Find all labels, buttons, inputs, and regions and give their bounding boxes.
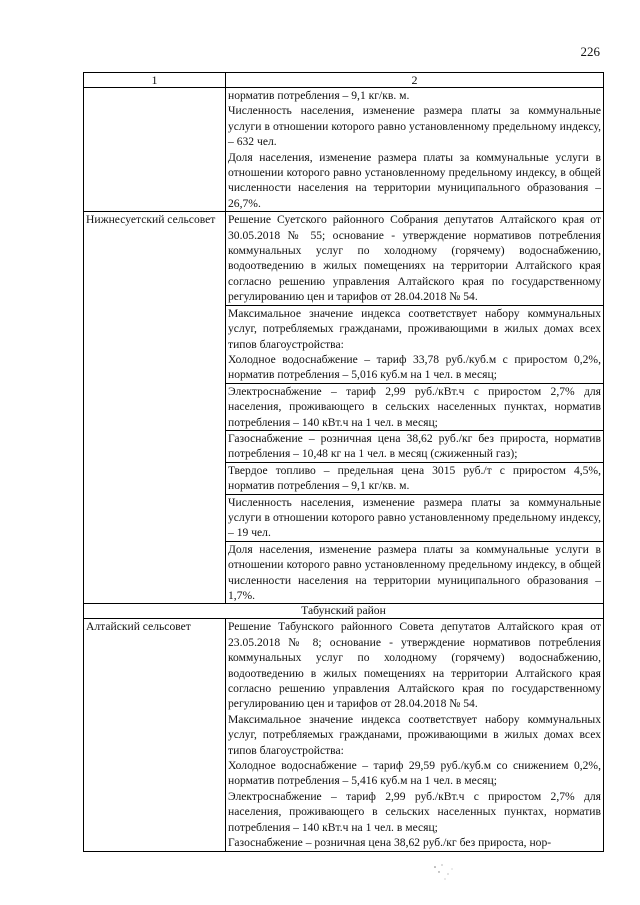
document-table xyxy=(83,72,604,852)
area-name: Алтайский сельсовет xyxy=(84,619,226,851)
paragraph: Электроснабжение – тариф 2,99 руб./кВт.ч с приростом 2,7% для населения, проживающего в сельских населенных пунктах, норматив потребления – 140 кВт.ч на 1 чел. в месяц; xyxy=(228,789,601,834)
paragraph: норматив потребления – 9,1 кг/кв. м. xyxy=(228,89,410,102)
paragraph: Решение Табунского районного Совета депутатов Алтайского края от 23.05.2018 № 8; основание - утверждение нормативов потребления коммунальных услуг по холодному (горячему) водоснабжению, водоотведению в жилых помещениях на территории Алтайского края согласно решению управления Алтайского края по государственному регулированию цен и тарифов от 28.04.2018 № 54. xyxy=(228,620,601,711)
area-info xyxy=(226,212,604,604)
paragraph: Максимальное значение индекса соответствует набору коммунальных услуг, потребляемых гражданами, проживающими в жилых домах всех типов благоустройства: xyxy=(228,712,601,757)
paragraph: Холодное водоснабжение – тариф 29,59 руб./куб.м со снижением 0,2%, норматив потребления – 5,416 куб.м на 1 чел. в месяц; xyxy=(228,759,601,788)
area-name: Нижнесуетский сельсовет xyxy=(84,212,226,604)
page-number: 226 xyxy=(580,44,600,59)
table-row xyxy=(84,88,604,212)
paragraph: Решение Суетского районного Собрания депутатов Алтайского края от 30.05.2018 № 55; основание - утверждение нормативов потребления коммунальных услуг по холодному (горячему) водоснабжению, водоотведению в жилых помещениях на территории Алтайского края согласно решению управления Алтайского края по государственному регулированию цен и тарифов от 28.04.2018 № 54. xyxy=(226,212,603,305)
paragraph: Максимальное значение индекса соответствует набору коммунальных услуг, потребляемых гражданами, проживающими в жилых домах всех типов благоустройства: xyxy=(228,306,601,351)
area-name xyxy=(84,88,226,212)
paragraph: Твердое топливо – предельная цена 3015 руб./т с приростом 4,5%, норматив потребления – 9,1 кг/кв. м. xyxy=(226,463,603,495)
district-row xyxy=(84,604,604,619)
paragraph: Численность населения, изменение размера платы за коммунальные услуги в отношении которого равно установленному предельному индексу, – 19 чел. xyxy=(226,495,603,542)
table-row xyxy=(84,619,604,851)
header-col1: 1 xyxy=(84,73,226,88)
paragraph: Численность населения, изменение размера платы за коммунальные услуги в отношении которого равно установленному предельному индексу, – 632 чел. xyxy=(228,104,601,149)
area-info xyxy=(226,88,604,212)
header-row xyxy=(84,73,604,88)
paragraph: Доля населения, изменение размера платы за коммунальные услуги в отношении которого равно установленному предельному индексу, в общей численности населения на территории муниципального образования – 26,7%. xyxy=(228,150,601,210)
district-heading: Табунский район xyxy=(84,604,604,619)
table-row xyxy=(84,212,604,604)
scan-smudge xyxy=(430,862,460,882)
paragraph: Газоснабжение – розничная цена 38,62 руб./кг без прироста, норматив потребления – 10,48 кг на 1 чел. в месяц (сжиженный газ); xyxy=(226,431,603,463)
header-col2: 2 xyxy=(226,73,604,88)
paragraph: Электроснабжение – тариф 2,99 руб./кВт.ч с приростом 2,7% для населения, проживающего в сельских населенных пунктах, норматив потребления – 140 кВт.ч на 1 чел. в месяц; xyxy=(226,384,603,431)
area-info xyxy=(226,619,604,851)
paragraph: Доля населения, изменение размера платы за коммунальные услуги в отношении которого равно установленному предельному индексу, в общей численности населения на территории муниципального образования – 1,7%. xyxy=(228,542,601,602)
paragraph: Газоснабжение – розничная цена 38,62 руб./кг без прироста, нор- xyxy=(228,836,552,850)
paragraph: Холодное водоснабжение – тариф 33,78 руб./куб.м с приростом 0,2%, норматив потребления – 5,016 куб.м на 1 чел. в месяц; xyxy=(226,352,603,384)
